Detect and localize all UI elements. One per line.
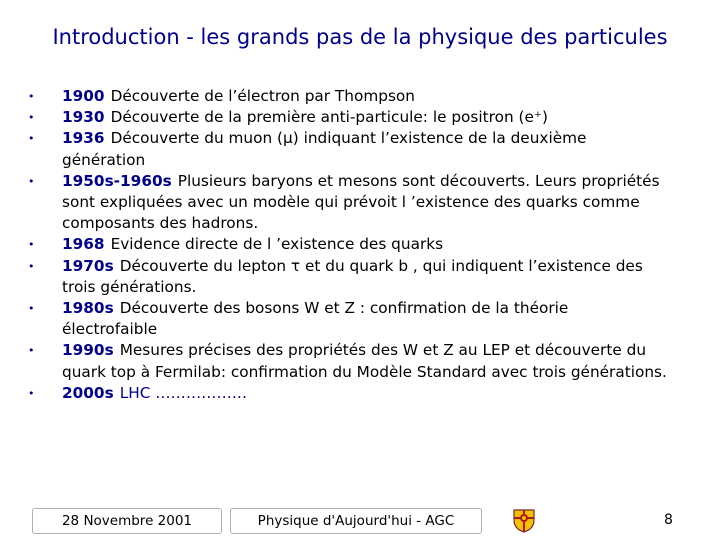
bullet-icon: • xyxy=(28,132,35,146)
bullet-icon: • xyxy=(28,259,35,273)
bullet-text: Découverte de la première anti-particule: le positron (e⁺) xyxy=(110,108,548,127)
list-item xyxy=(28,383,668,404)
bullet-text: Plusieurs baryons et mesons sont découverts. Leurs propriétés sont expliquées avec un modèle qui prévoit l ’existence des quarks comme composants des hadrons. xyxy=(62,171,660,233)
bullet-year: 1936 xyxy=(62,129,105,148)
bullet-icon: • xyxy=(28,111,35,125)
list-item xyxy=(28,107,668,128)
page-number: 8 xyxy=(664,512,673,528)
bullet-icon: • xyxy=(28,174,35,188)
bullet-icon: • xyxy=(28,344,35,358)
slide-title: Introduction - les grands pas de la physique des particules xyxy=(52,25,668,49)
bullet-text: Mesures précises des propriétés des W et Z au LEP et découverte du quark top à Fermilab: confirmation du Modèle Standard avec trois générations. xyxy=(62,341,667,381)
bullet-text: Découverte de l’électron par Thompson xyxy=(110,87,415,105)
bullet-year: 1968 xyxy=(62,235,105,254)
bullet-year: 1930 xyxy=(62,108,105,127)
bullet-icon: • xyxy=(28,386,35,400)
list-item xyxy=(28,128,668,170)
footer-title-box xyxy=(230,508,482,534)
bullet-text: Découverte du muon (μ) indiquant l’existence de la deuxième génération xyxy=(62,129,587,169)
list-item xyxy=(28,298,668,340)
bullet-year: 1900 xyxy=(62,87,105,105)
bullet-text: Découverte du lepton τ et du quark b , qui indiquent l’existence des trois générations. xyxy=(62,256,643,296)
bullet-text: Découverte des bosons W et Z : confirmation de la théorie électrofaible xyxy=(62,299,569,339)
list-item xyxy=(28,86,668,107)
list-item xyxy=(28,171,668,235)
bullet-year: 2000s xyxy=(62,383,114,402)
bullet-text: Evidence directe de l ’existence des quarks xyxy=(110,235,444,254)
footer-title: Physique d'Aujourd'hui - AGC xyxy=(257,513,455,529)
list-item xyxy=(28,234,668,255)
list-item xyxy=(28,256,668,298)
bullet-year: 1980s xyxy=(62,299,114,318)
bullet-icon: • xyxy=(28,302,35,316)
bullet-list xyxy=(28,86,668,404)
crest-logo-icon xyxy=(512,507,536,533)
bullet-year: 1990s xyxy=(62,341,114,360)
bullet-year: 1950s-1960s xyxy=(62,171,172,190)
bullet-icon: • xyxy=(28,90,35,103)
bullet-text: LHC ……………… xyxy=(119,383,248,402)
bullet-year: 1970s xyxy=(62,256,114,275)
footer-date: 28 Novembre 2001 xyxy=(61,513,193,529)
bullet-icon: • xyxy=(28,238,35,252)
footer-date-box xyxy=(32,508,222,534)
list-item xyxy=(28,340,668,382)
